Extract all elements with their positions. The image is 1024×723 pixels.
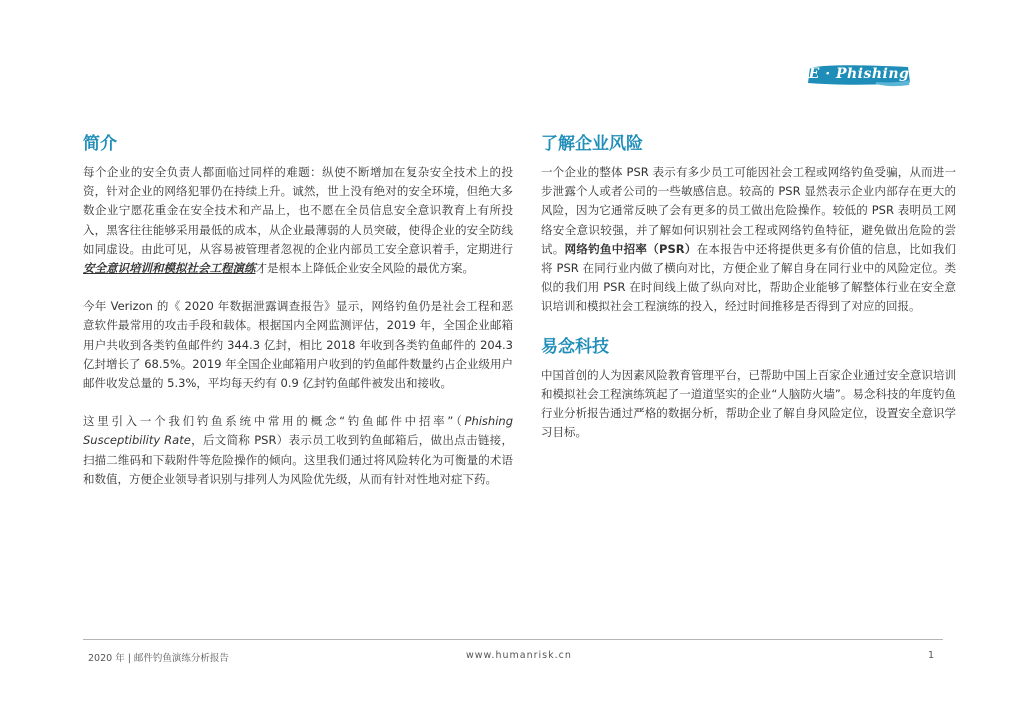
e-phishing-logo <box>806 62 912 88</box>
statistics-paragraph: 今年 Verizon 的《 2020 年数据泄露调查报告》显示，网络钓鱼仍是社会工程和恶意软件最常用的攻击手段和载体。根据国内全网监测评估，2019 年，全国企业邮箱用户共收到各类钓鱼邮件约 344.3 亿封，相比 2018 年收到各类钓鱼邮件的 204.3 亿封增长了 68.5%。2019 年全国企业邮箱用户收到的钓鱼邮件数量约占企业级用户邮件收发总量的 5.3%，平均每天约有 0.9 亿封钓鱼邮件被发出和接收。 <box>83 299 513 391</box>
risk-paragraph-text: 一个企业的整体 PSR 表示有多少员工可能因社会工程或网络钓鱼受骗，从而进一步泄露个人或者公司的一些敏感信息。较高的 PSR 显然表示企业内部存在更大的风险，因为它通常反映了会有更多的员工做出危险操作。较低的 PSR 表明员工网络安全意识较强，并了解如何识别社会工程或网络钓鱼特征，避免做出危险的尝试。 <box>541 165 956 256</box>
footer-website: www.humanrisk.cn <box>466 650 572 661</box>
risk-heading: 了解企业风险 <box>541 134 643 154</box>
psr-bold-term: 网络钓鱼中招率（PSR） <box>564 241 697 256</box>
right-column <box>541 128 956 461</box>
footer-report-title: 2020 年 | 邮件钓鱼演练分析报告 <box>88 653 229 664</box>
psr-concept-text: 这里引入一个我们钓鱼系统中常用的概念“钓鱼邮件中招率”（ <box>83 414 465 429</box>
intro-emphasis: 安全意识培训和模拟社会工程演练 <box>83 261 256 276</box>
company-paragraph: 中国首创的人为因素风险教育管理平台，已帮助中国上百家企业通过安全意识培训和模拟社会工程演练筑起了一道道坚实的企业“人脑防火墙”。易念科技的年度钓鱼行业分析报告通过严格的数据分析，帮助企业了解自身风险定位，设置安全意识学习目标。 <box>541 367 956 440</box>
company-heading: 易念科技 <box>541 336 609 357</box>
logo-text: E · Phishing <box>808 66 910 82</box>
page-number: 1 <box>928 650 935 661</box>
left-column <box>83 128 513 508</box>
intro-paragraph <box>83 163 513 278</box>
risk-paragraph-tail: 在本报告中还将提供更多有价值的信息，比如我们将 PSR 在同行业内做了横向对比，方便企业了解自身在同行业中的风险定位。类似的我们用 PSR 在时间线上做了纵向对比，帮助企业能够了解整体行业在安全意识培训和模拟社会工程演练的投入，经过时间推移是否得到了对应的回报。 <box>541 241 956 314</box>
intro-heading: 简介 <box>83 134 117 154</box>
footer-divider <box>83 639 943 640</box>
psr-concept-tail: ，后文简称 PSR）表示员工收到钓鱼邮箱后，做出点击链接，扫描二维码和下载附件等危险操作的倾向。这里我们通过将风险转化为可衡量的术语和数值，方便企业领导者识别与排列人为风险优先级，从而有针对性地对症下药。 <box>83 433 513 486</box>
psr-concept-paragraph <box>83 412 513 489</box>
intro-paragraph-tail: 才是根本上降低企业安全风险的最优方案。 <box>255 261 474 276</box>
intro-paragraph-text: 每个企业的安全负责人都面临过同样的难题：纵使不断增加在复杂安全技术上的投资，针对企业的网络犯罪仍在持续上升。诚然，世上没有绝对的安全环境，但绝大多数企业宁愿花重金在安全技术和产品上，也不愿在全员信息安全意识教育上有所投入，黑客往往能够采用最低的成本，从企业最薄弱的人员突破，使得企业的安全防线如同虚设。由此可见，从容易被管理者忽视的企业内部员工安全意识着手，定期进行 <box>83 165 513 256</box>
psr-english-term: Phishing Susceptibility Rate <box>83 414 513 448</box>
risk-paragraph <box>541 163 956 317</box>
